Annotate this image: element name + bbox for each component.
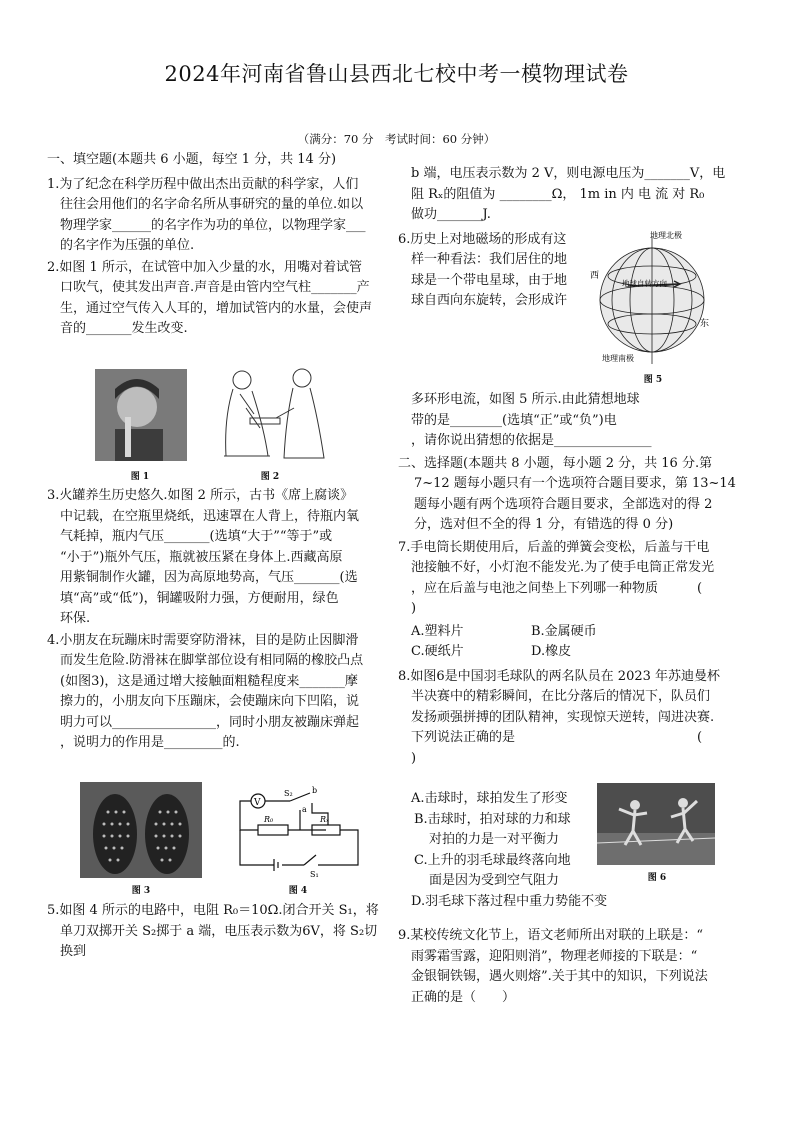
child-blowing-tube-illustration (95, 369, 187, 461)
option-b: B.击球时，拍对球的力和球 (414, 811, 571, 827)
question-4: 4.小朋友在玩蹦床时需要穿防滑袜，目的是防止因脚滑 而发生危险.防滑袜在脚掌部位设有相同隔的橡胶凸点 (如图3)，这是通过增大接触面粗糙程度来_______摩 擦力的，小朋友向下压蹦床，会使蹦床向下凹陷，说 明力可以________________，同时小朋友被蹦床弹起 ，说明力的作用是_________的. (47, 632, 364, 750)
question-6-continued: 多环形电流，如图 5 所示.由此猜想地球 带的是________(选填“正”或“负”)电 ，请你说出猜想的依据是_______________ (411, 392, 652, 448)
figure-2-drawing (210, 358, 330, 466)
page-title: 2024年河南省鲁山县西北七校中考一模物理试卷 (164, 62, 629, 86)
s1-label: S₁ (310, 870, 319, 879)
question-2: 2.如图 1 所示，在试管中加入少量的水，用嘴对着试管 口吹气，使其发出声音.声音是由管内空气柱_______产 生，通过空气传入人耳的，增加试管内的水量，会使声 音的_______发生改变. (47, 259, 373, 336)
rx-label: Rₓ (320, 815, 329, 824)
figure-4-caption: 图 4 (288, 886, 308, 896)
question-5-continued: b 端，电压表示数为 2 V，则电源电压为_______V，电 阻 Rₓ的阻值为 ________Ω， 1m in 内 电 流 对 R₀ 做功_______J. (411, 166, 726, 222)
option-c: C.上升的羽毛球最终落向地 (414, 852, 571, 868)
anti-slip-socks-illustration (80, 782, 202, 878)
figure-2-caption: 图 2 (260, 472, 280, 482)
figure-3-photo (80, 782, 202, 878)
geographic-south-label: 地理南极 (602, 354, 634, 363)
question-5: 5.如图 4 所示的电路中，电阻 R₀＝10Ω.闭合开关 S₁，将 单刀双掷开关 S₂掷于 a 端，电压表示数为6V，将 S₂切 换到 (47, 903, 379, 959)
option-d: D.羽毛球下落过程中重力势能不变 (411, 893, 608, 909)
voltmeter-label: V (254, 798, 261, 808)
s2-label: S₂ (284, 789, 293, 798)
figure-3-caption: 图 3 (131, 886, 151, 896)
option-d: D.橡皮 (531, 644, 572, 659)
geographic-north-label: 地理北极 (650, 231, 682, 240)
left-column-middle (47, 486, 402, 754)
circuit-diagram (228, 785, 368, 881)
fire-cupping-illustration (210, 358, 330, 466)
r0-label: R₀ (264, 815, 274, 824)
figure-6-photo (597, 783, 715, 865)
option-a: A.击球时，球拍发生了形变 (411, 791, 568, 806)
figure-6-caption: 图 6 (647, 873, 667, 883)
figure-4-circuit (228, 785, 368, 881)
option-c: C.硬纸片 (411, 644, 464, 659)
question-1: 1.为了纪念在科学历程中做出杰出贡献的科学家，人们 往往会用他们的名字命名所从事研究的量的单位.如以 物理学家______的名字作为功的单位，以物理学家___ 的名字作为压强的单位. (47, 176, 366, 253)
earth-globe-illustration (588, 226, 718, 371)
question-7-options-row2 (398, 642, 758, 663)
east-label: 东 (700, 319, 710, 329)
question-8: 8.如图6是中国羽毛球队的两名队员在 2023 年苏迪曼杯 半决赛中的精彩瞬间，在比分落后的情况下，队员们 发扬顽强拼搏的团队精神，实现惊天逆转，闯进决赛. 下列说法正确的是 ( ) (398, 668, 721, 766)
question-7: 7.手电筒长期使用后，后盖的弹簧会变松，后盖与干电 池接触不好，小灯泡不能发光.为了使手电筒正常发光 ，应在后盖与电池之间垫上下列哪一种物质 ( ) A.塑料片 B.金属硬币 C.硬纸片 D.橡皮 (398, 538, 758, 663)
figure-5-caption: 图 5 (643, 375, 663, 385)
section1-heading: 一、填空题(本题共 6 小题，每空 1 分，共 14 分) (47, 152, 337, 167)
rotation-direction-label: 地球自转方向 (622, 279, 667, 288)
terminal-b-label: b (312, 786, 318, 795)
figure-1-photo (95, 369, 187, 461)
question-7-options-row1 (398, 622, 758, 643)
question-8-options: A.击球时，球拍发生了形变 B.击球时，拍对球的力和球 对拍的力是一对平衡力 C.上升的羽毛球最终落向地 面是因为受到空气阻力 D.羽毛球下落过程中重力势能不变 (411, 789, 611, 912)
left-column-bottom (47, 901, 402, 963)
option-b: B.金属硬币 (531, 623, 597, 639)
exam-info: （满分：70 分 考试时间：60 分钟） (297, 132, 496, 146)
terminal-a-label: a (302, 805, 307, 814)
figure-5-globe (588, 226, 718, 371)
west-label: 西 (590, 271, 600, 281)
figure-1-caption: 图 1 (130, 472, 150, 482)
option-a: A.塑料片 (411, 623, 464, 639)
question-6: 6.历史上对地磁场的形成有这 样一种看法：我们居住的地 球是一个带电星球，由于地 球自西向东旋转，会形成许 (398, 231, 568, 308)
question-9: 9.某校传统文化节上，语文老师所出对联的上联是：“ 雨雾霜雪露，迎阳则消”，物理老师接的下联是：“ 金银铜铁锡，遇火则熔”.关于其中的知识，下列说法 正确的是（ ） (398, 928, 708, 1005)
right-column-middle (398, 390, 758, 769)
left-column-top (47, 150, 402, 340)
badminton-players-illustration (597, 783, 715, 865)
question-3: 3.火罐养生历史悠久.如图 2 所示，古书《席上腐谈》 中记载，在空瓶里烧纸，迅速罩在人背上，待瓶内氧 气耗掉，瓶内气压_______(选填“大于”“等于”或 “小于”)瓶外气压，瓶就被压紧在身体上.西藏高原 用紫铜制作火罐，因为高原地势高，气压_______(选 填“高”或“低”)，铜罐吸附力强，方便耐用，绿色 环保. (47, 488, 360, 626)
right-column-bottom (398, 926, 758, 1008)
section2-heading: 二、选择题(本题共 8 小题，每小题 2 分，共 16 分.第 7~12 题每小题只有一个选项符合题目要求，第 13~14 题每小题有两个选项符合题目要求，全部选对的得 2 分，选对但不全的得 1 分，有错选的得 0 分) (398, 455, 736, 532)
